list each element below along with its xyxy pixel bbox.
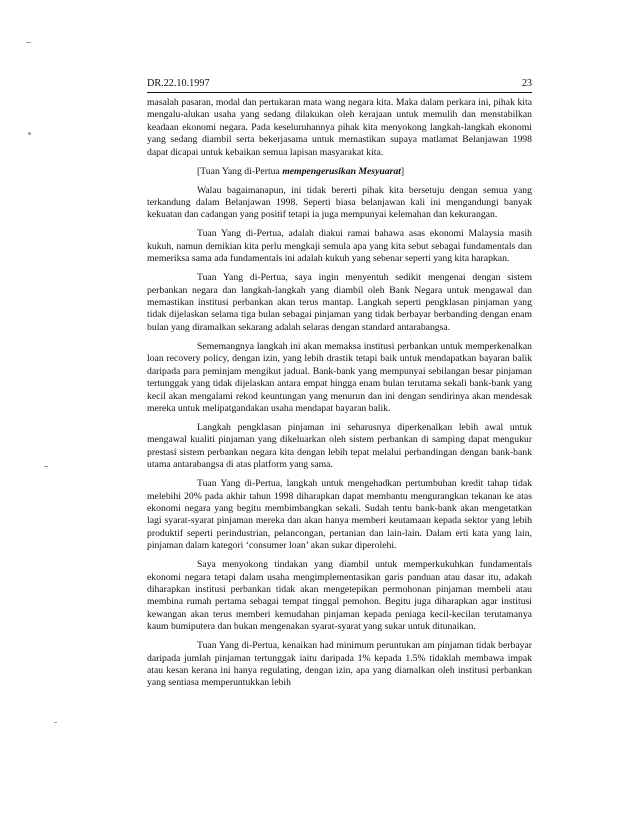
chair-note-prefix: [Tuan Yang di-Pertua: [197, 165, 283, 177]
scan-speck: [28, 132, 31, 135]
paragraph-5: Tuan Yang di-Pertua, saya ingin menyentuh sedikit mengenai dengan sistem perbankan negara dan langkah-langkah yang diambil oleh Bank Negara untuk mengawal dan memastikan institusi perbankan akan terus mantap. Langkah seperti pengklasan pinjaman yang tidak dijelaskan selama tiga bulan sebagai pinjaman yang tidak berbayar berbanding dengan enam bulan yang diramalkan sekarang adalah selaras dengan standard antarabangsa.: [147, 272, 532, 333]
paragraph-3: Walau bagaimanapun, ini tidak bererti pihak kita bersetuju dengan semua yang terkandung dalam Belanjawan 1998. Seperti biasa belanjawan kali ini mengandungi banyak kekuatan dan cadangan yang positif tetapi ia juga mempunyai kelemahan dan kekurangan.: [147, 184, 532, 221]
chair-note-emphasis: mempengerusikan Mesyuarat: [282, 165, 401, 177]
scan-speck: [54, 722, 57, 723]
paragraph-8: Tuan Yang di-Pertua, langkah untuk mengehadkan pertumbuhan kredit tahap tidak melebihi 20% pada akhir tahun 1998 diharapkan dapat membantu mengurangkan tekanan ke atas ekonomi negara yang begitu membimbangkan sekali. Sudah tentu bank-bank akan mengetatkan lagi syarat-syarat pinjaman mereka dan akan hanya memberi keutamaan kepada sektor yang lebih produktif seperti perindustrian, pelancongan, pertanian dan lain-lain. Dalam erti kata yang lain, pinjaman dalam kategori ‘consumer loan’ akan sukar diperolehi.: [147, 478, 532, 552]
page-number: 23: [521, 78, 532, 89]
paragraph-10: Tuan Yang di-Pertua, kenaikan had minimum peruntukan am pinjaman tidak berbayar daripada jumlah pinjaman tertunggak iaitu daripada 1% kepada 1.5% tidaklah membawa impak atau kesan kerana ini hanya regulating, dengan izin, apa yang diamalkan oleh institusi perbankan yang sentiasa memperuntukkan lebih: [147, 640, 532, 689]
header-date: DR.22.10.1997: [147, 78, 210, 89]
paragraph-7: Langkah pengklasan pinjaman ini seharusnya diperkenalkan lebih awal untuk mengawal kualiti pinjaman yang dikeluarkan oleh sistem perbankan di samping dapat mengukur prestasi sistem perbankan negara kita dengan lebih tepat melalui perbandingan dengan bank-bank utama antarabangsa di atas platform yang sama.: [147, 421, 532, 471]
page-header: [147, 77, 532, 91]
scan-speck: [44, 466, 48, 467]
chair-note-suffix: ]: [400, 165, 405, 177]
chair-note: [147, 166, 532, 178]
page-body: [147, 97, 532, 696]
header-rule: [147, 92, 532, 93]
paragraph-1: masalah pasaran, modal dan pertukaran mata wang negara kita. Maka dalam perkara ini, pihak kita mengalu-alukan usaha yang sedang dilakukan oleh kerajaan untuk memulih dan menstabilkan keadaan ekonomi negara. Pada keseluruhannya pihak kita menyokong langkah-langkah ekonomi yang sedang diambil serta bekerjasama untuk memastikan supaya matlamat Belanjawan 1998 dapat dicapai untuk kebaikan semua lapisan masyarakat kita.: [147, 97, 532, 158]
paragraph-4: Tuan Yang di-Pertua, adalah diakui ramai bahawa asas ekonomi Malaysia masih kukuh, namun demikian kita perlu mengkaji semula apa yang kita sebut sebagai fundamentals dan memeriksa sama ada fundamentals ini adalah kukuh yang sebenar seperti yang kita harapkan.: [147, 228, 532, 265]
paragraph-9: Saya menyokong tindakan yang diambil untuk memperkukuhkan fundamentals ekonomi negara tetapi dalam usaha mengimplementasikan garis panduan atau dasar itu, adakah diharapkan institusi perbankan tidak akan mengetepikan permohonan pinjaman membeli atau membina rumah pertama sebagai tempat tinggal pemohon. Begitu juga diharapkan agar institusi kewangan akan terus memberi kemudahan pinjaman kepada peniaga kecil-kecilan terutamanya kaum bumiputera dan bukan mengenakan syarat-syarat yang sukar untuk ditunaikan.: [147, 559, 532, 633]
paragraph-6: Sememangnya langkah ini akan memaksa institusi perbankan untuk memperkenalkan loan recovery policy, dengan izin, yang lebih drastik tetapi baik untuk mendapatkan bayaran balik daripada para peminjam mengikut jadual. Bank-bank yang mempunyai sebilangan besar pinjaman tertunggak yang tidak dijelaskan antara empat hingga enam bulan terutama sekali bank-bank yang kecil akan mengalami rekod keuntungan yang menurun dan ini dengan sendirinya akan mendesak mereka untuk melipatgandakan usaha mendapat bayaran balik.: [147, 340, 532, 414]
scan-speck: [26, 42, 31, 43]
